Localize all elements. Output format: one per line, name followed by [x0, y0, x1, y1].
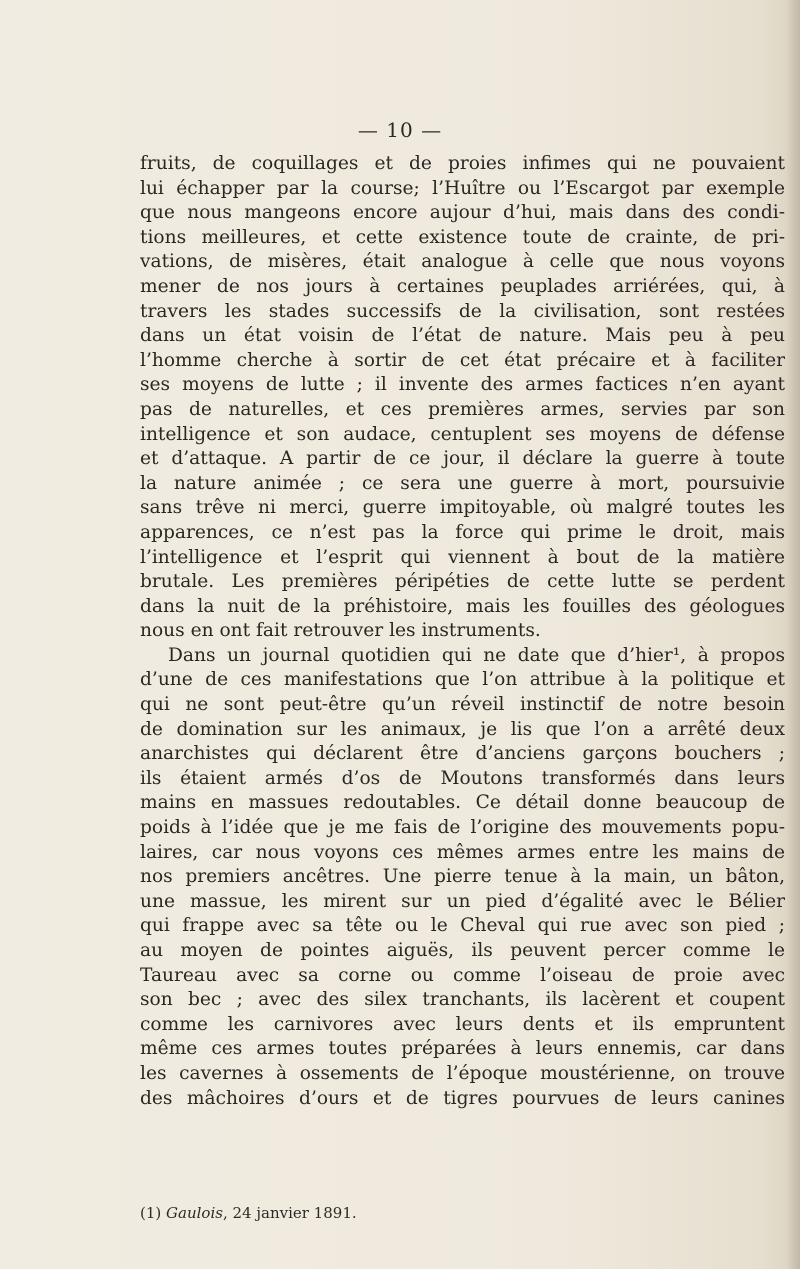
text-line: la nature animée ; ce sera une guerre à mort, poursuivie — [140, 472, 785, 494]
text-line: que nous mangeons encore aujour d’hui, mais dans des condi- — [140, 202, 785, 224]
text-line: lui échapper par la course; l’Huître ou l’Escargot par exemple — [140, 177, 785, 199]
text-line: ses moyens de lutte ; il invente des armes factices n’en ayant — [140, 374, 785, 396]
text-line: une massue, les mirent sur un pied d’égalité avec le Bélier — [140, 890, 785, 912]
text-line: mener de nos jours à certaines peuplades arriérées, qui, à — [140, 275, 785, 297]
text-line: d’une de ces manifestations que l’on attribue à la politique et — [140, 669, 785, 691]
text-line: qui frappe avec sa tête ou le Cheval qui rue avec son pied ; — [140, 915, 785, 937]
text-line: Taureau avec sa corne ou comme l’oiseau de proie avec — [140, 964, 785, 986]
text-line: apparences, ce n’est pas la force qui prime le droit, mais — [140, 521, 785, 543]
footnote-date: , 24 janvier 1891. — [222, 1204, 357, 1222]
text-line: travers les stades successifs de la civilisation, sont restées — [140, 300, 785, 322]
text-line: comme les carnivores avec leurs dents et ils empruntent — [140, 1013, 785, 1035]
text-line: poids à l’idée que je me fais de l’origine des mouvements popu- — [140, 817, 785, 839]
text-line: les cavernes à ossements de l’époque moustérienne, on trouve — [140, 1062, 785, 1084]
text-line: pas de naturelles, et ces premières armes, servies par son — [140, 398, 785, 420]
text-line: intelligence et son audace, centuplent ses moyens de défense — [140, 423, 785, 445]
text-line: l’homme cherche à sortir de cet état précaire et à faciliter — [140, 349, 785, 371]
footnote-marker: (1) — [140, 1204, 162, 1222]
text-line: nos premiers ancêtres. Une pierre tenue à la main, un bâton, — [140, 866, 785, 888]
footnote — [140, 1204, 357, 1222]
text-line: fruits, de coquillages et de proies infimes qui ne pouvaient — [140, 153, 785, 174]
body-text — [140, 152, 785, 1111]
text-line: dans un état voisin de l’état de nature. Mais peu à peu — [140, 325, 785, 347]
text-line: anarchistes qui déclarent être d’anciens garçons bouchers ; — [140, 743, 785, 765]
text-line: son bec ; avec des silex tranchants, ils lacèrent et coupent — [140, 989, 785, 1011]
text-line: Dans un journal quotidien qui ne date que d’hier¹, à propos — [168, 644, 785, 666]
text-line: nous en ont fait retrouver les instruments. — [140, 620, 541, 642]
text-line: au moyen de pointes aiguës, ils peuvent percer comme le — [140, 940, 785, 961]
text-line: mains en massues redoutables. Ce détail donne beaucoup de — [140, 792, 785, 814]
text-line: vations, de misères, était analogue à celle que nous voyons — [140, 251, 785, 273]
text-line: sans trêve ni merci, guerre impitoyable, où malgré toutes les — [140, 497, 785, 519]
footnote-source: Gaulois — [166, 1204, 223, 1222]
text-line: ils étaient armés d’os de Moutons transformés dans leurs — [140, 767, 785, 789]
text-line: et d’attaque. A partir de ce jour, il déclare la guerre à toute — [140, 448, 785, 470]
page-number: — 10 — — [357, 118, 443, 142]
text-line: qui ne sont peut-être qu’un réveil instinctif de notre besoin — [140, 694, 785, 716]
text-line: dans la nuit de la préhistoire, mais les fouilles des géologues — [140, 595, 785, 617]
text-line: de domination sur les animaux, je lis que l’on a arrêté deux — [140, 718, 785, 740]
page-edge-shadow — [786, 0, 800, 1269]
text-line: tions meilleures, et cette existence toute de crainte, de pri- — [140, 226, 785, 248]
text-line: brutale. Les premières péripéties de cette lutte se perdent — [140, 571, 785, 593]
text-line: même ces armes toutes préparées à leurs ennemis, car dans — [140, 1038, 785, 1060]
text-line: des mâchoires d’ours et de tigres pourvues de leurs canines — [140, 1087, 785, 1109]
text-line: laires, car nous voyons ces mêmes armes entre les mains de — [140, 841, 785, 863]
text-line: l’intelligence et l’esprit qui viennent à bout de la matière — [140, 546, 785, 568]
